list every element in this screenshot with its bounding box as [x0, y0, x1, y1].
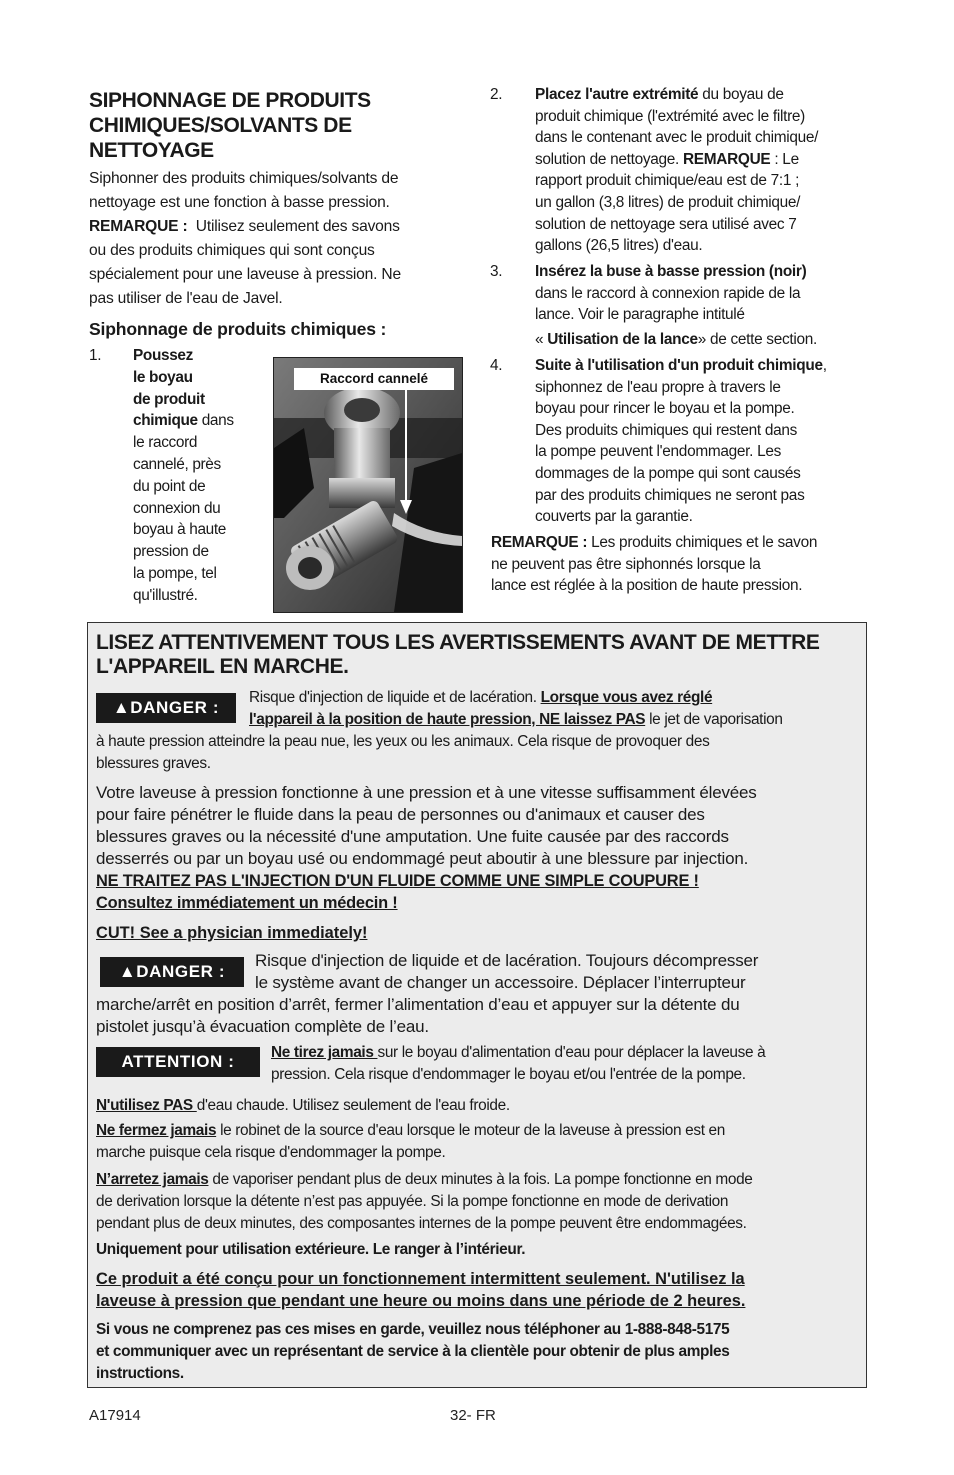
danger-badge-2: ▲DANGER :	[100, 957, 244, 987]
step-number: 1.	[89, 347, 102, 364]
notice-outdoor: Uniquement pour utilisation extérieure. Le ranger à l’intérieur.	[96, 1241, 526, 1258]
step-number: 3.	[490, 263, 503, 280]
notice-intermittent: Ce produit a été conçu pour un fonctionnement intermittent seulement. N'utilisez la laveuse à pression que pendant une heure ou moins dans une période de 2 heures.	[96, 1270, 746, 1310]
page-number: 32- FR	[450, 1407, 496, 1424]
model-number: A17914	[89, 1407, 141, 1424]
warning-triangle-icon: ▲	[112, 698, 131, 717]
safety-warning-box	[87, 622, 867, 1388]
note-label: REMARQUE :	[491, 534, 588, 551]
danger-2-continued: marche/arrêt en position d’arrêt, fermer l’alimentation d’eau et appuyer sur la détente du pistolet jusqu’à évacuation complète de l’eau.	[96, 995, 740, 1036]
notice-contact: Si vous ne comprenez pas ces mises en garde, veuillez nous téléphoner au 1-888-848-5175 et communiquer avec un représentant de service à la clientèle pour obtenir de plus amples instructions.	[96, 1321, 730, 1382]
danger-1-continued: à haute pression atteindre la peau nue, les yeux ou les animaux. Cela risque de provoquer des blessures graves.	[96, 733, 710, 772]
danger-1-text: Risque d'injection de liquide et de lacération. Lorsque vous avez réglé l'appareil à la position de haute pression, NE laissez PAS le jet de vaporisation	[249, 689, 783, 728]
subheading: Siphonnage de produits chimiques :	[89, 319, 387, 339]
notice-spraying: N’arretez jamais de vaporiser pendant plus de deux minutes à la fois. La pompe fonctionne en mode de derivation lorsque la détente n’est pas appuyée. Si la pompe fonctionne en mode de derivation pendant plus de deux minutes, des composantes internes de la pompe peuvent être endommagées.	[96, 1171, 753, 1232]
attention-badge: ATTENTION :	[96, 1047, 260, 1077]
intro-paragraph: Siphonner des produits chimiques/solvants de nettoyage est une fonction à basse pression. REMARQUE : Utilisez seulement des savons ou des produits chimiques qui sont conçus spécialement pour une laveuse à pression. Ne pas utiliser de l'eau de Javel.	[89, 170, 401, 307]
attention-text: Ne tirez jamais sur le boyau d'alimentation d'eau pour déplacer la laveuse à pression. Cela risque d'endommager le boyau et/ou l'entrée de la pompe.	[271, 1044, 766, 1083]
barbed-fitting-photo	[273, 357, 463, 613]
danger-badge: ▲DANGER :	[96, 693, 236, 723]
warning-title: LISEZ ATTENTIVEMENT TOUS LES AVERTISSEMENTS AVANT DE METTRE L'APPAREIL EN MARCHE.	[96, 631, 820, 678]
photo-label: Raccord cannelé	[294, 368, 454, 390]
note-label: REMARQUE :	[89, 218, 188, 235]
step-number: 4.	[490, 357, 503, 374]
danger-2-text: Risque d'injection de liquide et de lacération. Toujours décompresser le système avant de changer un accessoire. Déplacer l’interrupteur	[255, 951, 759, 992]
notice-water-source: Ne fermez jamais le robinet de la source d'eau lorsque le moteur de la laveuse à pression est en marche puisque cela risque d'endommager la pompe.	[96, 1122, 725, 1161]
section-heading: SIPHONNAGE DE PRODUITS CHIMIQUES/SOLVANTS DE NETTOYAGE	[89, 89, 371, 162]
notice-hot-water: N'utilisez PAS d'eau chaude. Utilisez seulement de l'eau froide.	[96, 1097, 510, 1114]
warning-triangle-icon: ▲	[118, 962, 137, 981]
note-paragraph: REMARQUE : Les produits chimiques et le savon ne peuvent pas être siphonnés lorsque la lance est réglée à la position de haute pression.	[491, 534, 818, 595]
injection-paragraph: Votre laveuse à pression fonctionne à une pression et à une vitesse suffisamment élevées pour faire pénétrer le fluide dans la peau de personnes ou d'animaux et causer des blessures graves ou la nécessité d'une amputation. Une fuite causée par des raccords desserrés ou par un boyau usé ou endommagé peut aboutir à une blessure par injection. NE TRAITEZ PAS L'INJECTION D'UN FLUIDE COMME UNE SIMPLE COUPURE ! Consultez immédiatement un médecin !	[96, 783, 757, 912]
fitting-illustration	[274, 358, 462, 612]
step-number: 2.	[490, 86, 503, 103]
cut-notice: CUT! See a physician immediately!	[96, 924, 368, 942]
